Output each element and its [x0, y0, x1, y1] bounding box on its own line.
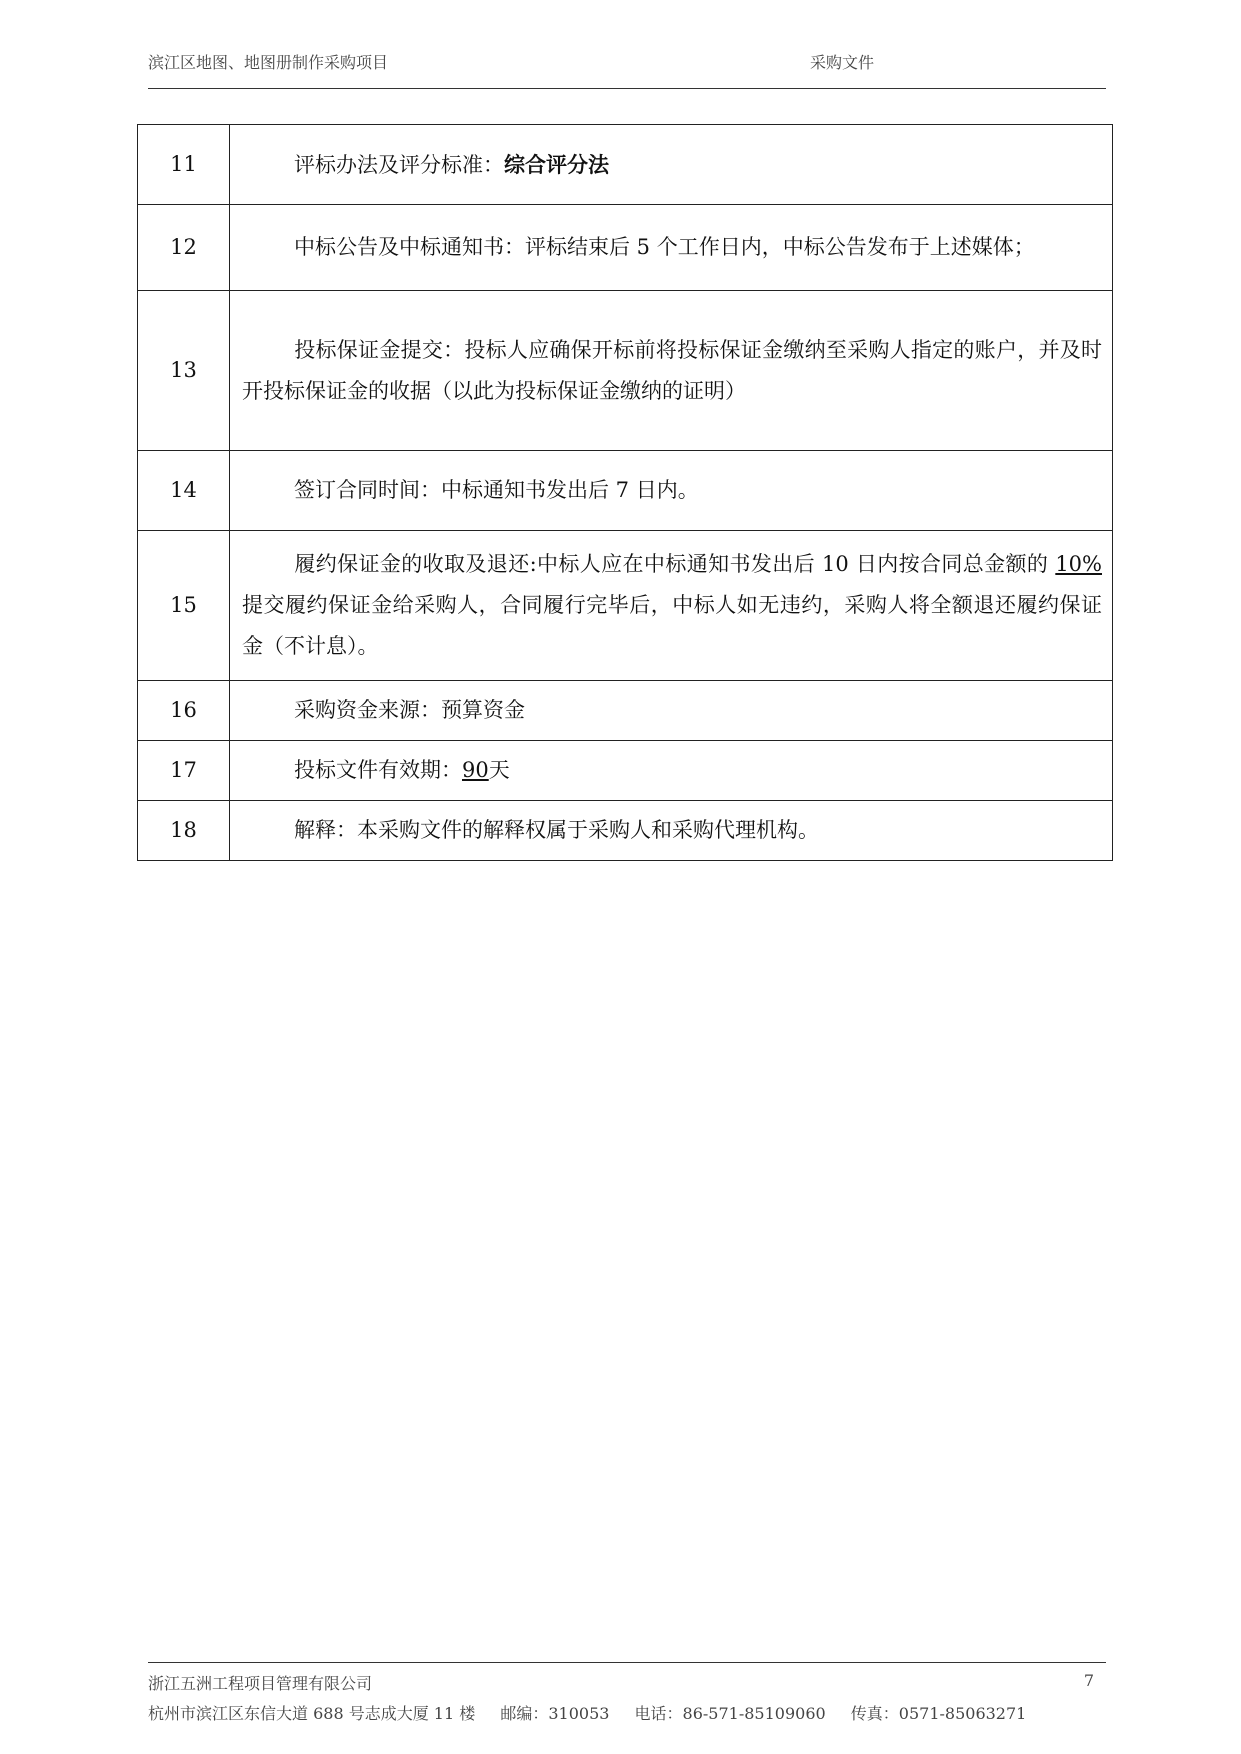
validity-days: 90	[462, 758, 489, 782]
page-header	[148, 44, 1106, 89]
row-number: 16	[138, 681, 230, 741]
row-content	[230, 451, 1113, 531]
table-row	[138, 741, 1113, 801]
row-number: 13	[138, 291, 230, 451]
row-label: 投标文件有效期：	[294, 758, 462, 782]
header-project-title: 滨江区地图、地图册制作采购项目	[148, 53, 389, 72]
row-text: 履约保证金的收取及退还:中标人应在中标通知书发出后 10 日内按合同总金额的	[294, 552, 1056, 576]
page-footer	[148, 1662, 1106, 1723]
row-text: 中标公告及中标通知书：评标结束后 5 个工作日内，中标公告发布于上述媒体；	[294, 235, 1035, 259]
table-row	[138, 531, 1113, 681]
row-content	[230, 741, 1113, 801]
row-number: 11	[138, 125, 230, 205]
footer-fax: 传真：0571-85063271	[850, 1704, 1027, 1723]
row-text-continued: 天	[488, 758, 510, 782]
row-content	[230, 291, 1113, 451]
table-row	[138, 681, 1113, 741]
row-number: 17	[138, 741, 230, 801]
header-document-type: 采购文件	[810, 53, 875, 72]
row-number: 12	[138, 205, 230, 291]
row-text: 签订合同时间：中标通知书发出后 7 日内。	[294, 478, 699, 502]
footer-top-row	[148, 1663, 1106, 1697]
table-row	[138, 205, 1113, 291]
row-text-continued: 提交履约保证金给采购人，合同履行完毕后，中标人如无违约，采购人将全额退还履约保证金（不计息）。	[242, 593, 1102, 658]
row-content	[230, 125, 1113, 205]
deposit-percentage: 10%	[1055, 552, 1102, 576]
row-content	[230, 681, 1113, 741]
table-row	[138, 291, 1113, 451]
row-label: 评标办法及评分标准：	[294, 152, 504, 177]
footer-postcode: 邮编：310053	[500, 1704, 610, 1723]
evaluation-method: 综合评分法	[504, 151, 609, 177]
table-row	[138, 125, 1113, 205]
row-text: 采购资金来源：预算资金	[294, 698, 525, 722]
terms-table	[137, 124, 1113, 861]
row-content	[230, 205, 1113, 291]
row-text: 解释：本采购文件的解释权属于采购人和采购代理机构。	[294, 818, 819, 842]
footer-phone: 电话：86-571-85109060	[634, 1704, 826, 1723]
row-text: 投标保证金提交：投标人应确保开标前将投标保证金缴纳至采购人指定的账户，并及时开投标保证金的收据（以此为投标保证金缴纳的证明）	[242, 337, 1102, 403]
page-number: 7	[1083, 1671, 1094, 1690]
footer-contact-row	[148, 1701, 1106, 1724]
table-row	[138, 801, 1113, 861]
footer-address: 杭州市滨江区东信大道 688 号志成大厦 11 楼	[148, 1704, 476, 1723]
table-row	[138, 451, 1113, 531]
row-content	[230, 801, 1113, 861]
row-number: 15	[138, 531, 230, 681]
row-number: 18	[138, 801, 230, 861]
footer-company: 浙江五洲工程项目管理有限公司	[148, 1674, 373, 1693]
row-content	[230, 531, 1113, 681]
row-number: 14	[138, 451, 230, 531]
